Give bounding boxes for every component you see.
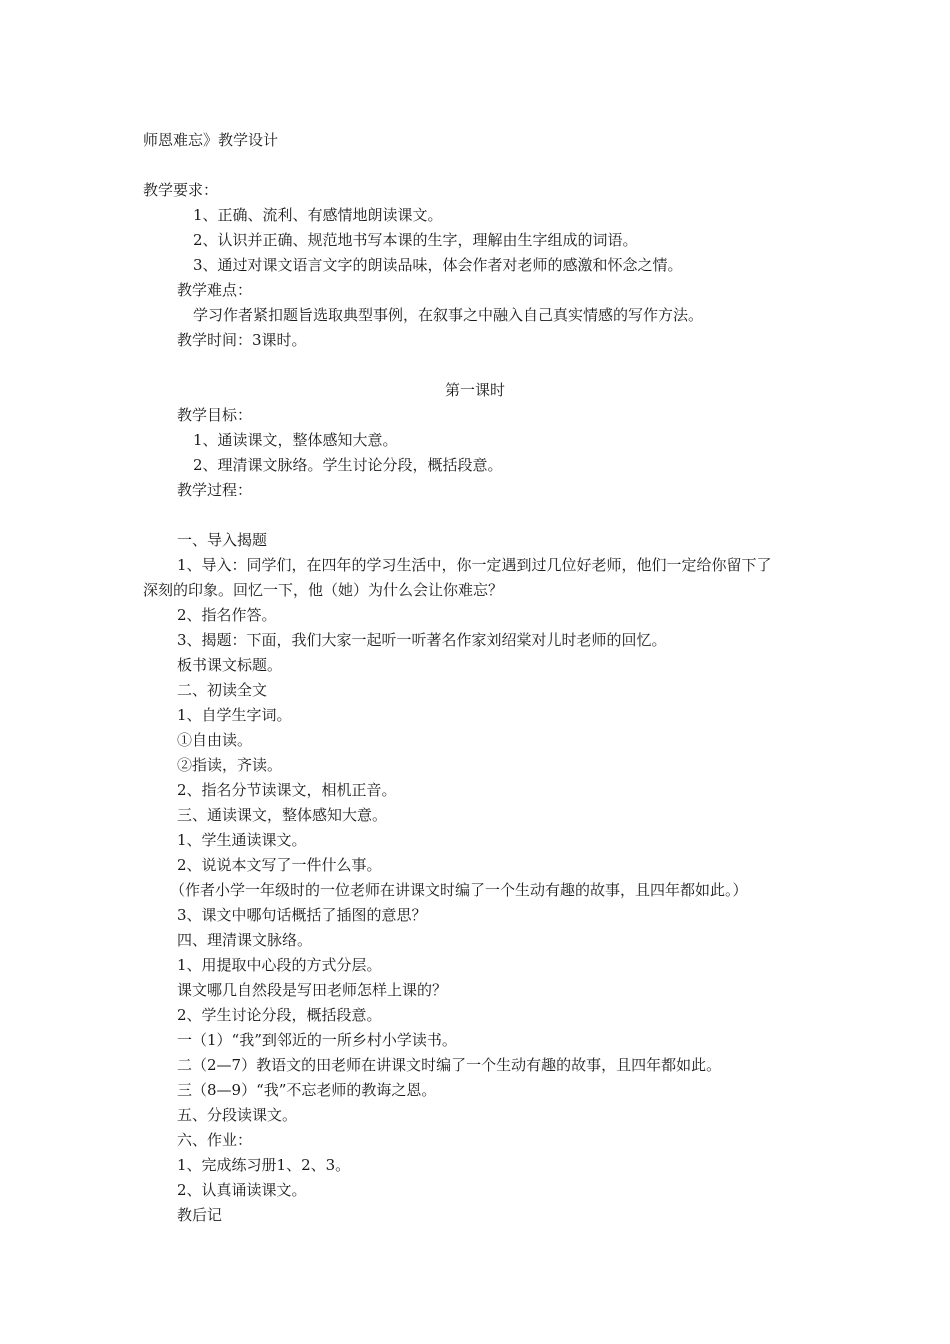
document-title: 师恩难忘》教学设计 [143, 131, 279, 149]
lesson-title: 第一课时 [444, 381, 505, 399]
goal-item: 1、通读课文，整体感知大意。 [193, 431, 398, 449]
goal-item: 2、理清课文脉络。学生讨论分段，概括段意。 [193, 456, 503, 474]
requirement-item: 2、认识并正确、规范地书写本课的生字，理解由生字组成的词语。 [193, 231, 638, 249]
process-line: 一（1）“我”到邻近的一所乡村小学读书。 [177, 1031, 457, 1049]
process-line: 三、通读课文，整体感知大意。 [177, 806, 388, 824]
process-line: 二、初读全文 [177, 681, 268, 699]
process-line: 2、说说本文写了一件什么事。 [177, 856, 382, 874]
process-line: 1、完成练习册1、2、3。 [177, 1156, 351, 1174]
requirement-item: 1、正确、流利、有感情地朗读课文。 [193, 206, 443, 224]
process-line: 六、作业： [177, 1131, 253, 1149]
process-line: 1、学生通读课文。 [177, 831, 307, 849]
process-line: ②指读，齐读。 [177, 756, 283, 774]
difficulty-text: 学习作者紧扣题旨选取典型事例，在叙事之中融入自己真实情感的写作方法。 [193, 306, 704, 324]
process-line: 教后记 [177, 1206, 223, 1224]
teaching-time: 教学时间：3课时。 [177, 331, 307, 349]
process-line: 2、认真诵读课文。 [177, 1181, 307, 1199]
process-line: 五、分段读课文。 [177, 1106, 298, 1124]
process-line: 1、用提取中心段的方式分层。 [177, 956, 382, 974]
goals-heading: 教学目标： [177, 406, 253, 424]
process-line: 板书课文标题。 [177, 656, 283, 674]
process-line: 1、导入：同学们，在四年的学习生活中，你一定遇到过几位好老师，他们一定给你留下了 [177, 556, 772, 574]
process-heading: 教学过程： [177, 481, 253, 499]
process-line: 四、理清课文脉络。 [177, 931, 313, 949]
process-line: 二（2—7）教语文的田老师在讲课文时编了一个生动有趣的故事，且四年都如此。 [177, 1056, 722, 1074]
process-line: ①自由读。 [177, 731, 253, 749]
requirements-heading: 教学要求： [143, 181, 219, 199]
process-line: 2、指名分节读课文，相机正音。 [177, 781, 397, 799]
process-line: 课文哪几自然段是写田老师怎样上课的？ [177, 981, 448, 999]
process-line: 2、学生讨论分段，概括段意。 [177, 1006, 382, 1024]
requirement-item: 3、通过对课文语言文字的朗读品味，体会作者对老师的感激和怀念之情。 [193, 256, 683, 274]
process-line: 2、指名作答。 [177, 606, 277, 624]
process-line: 3、课文中哪句话概括了插图的意思？ [177, 906, 427, 924]
difficulty-heading: 教学难点： [177, 281, 253, 299]
process-line: （作者小学一年级时的一位老师在讲课文时编了一个生动有趣的故事，且四年都如此。） [170, 881, 748, 899]
process-line: 一、导入揭题 [177, 531, 268, 549]
process-line: 深刻的印象。回忆一下，他（她）为什么会让你难忘？ [143, 581, 504, 599]
process-line: 三（8—9）“我”不忘老师的教诲之恩。 [177, 1081, 437, 1099]
process-line: 3、揭题：下面，我们大家一起听一听著名作家刘绍棠对儿时老师的回忆。 [177, 631, 667, 649]
process-line: 1、自学生字词。 [177, 706, 292, 724]
